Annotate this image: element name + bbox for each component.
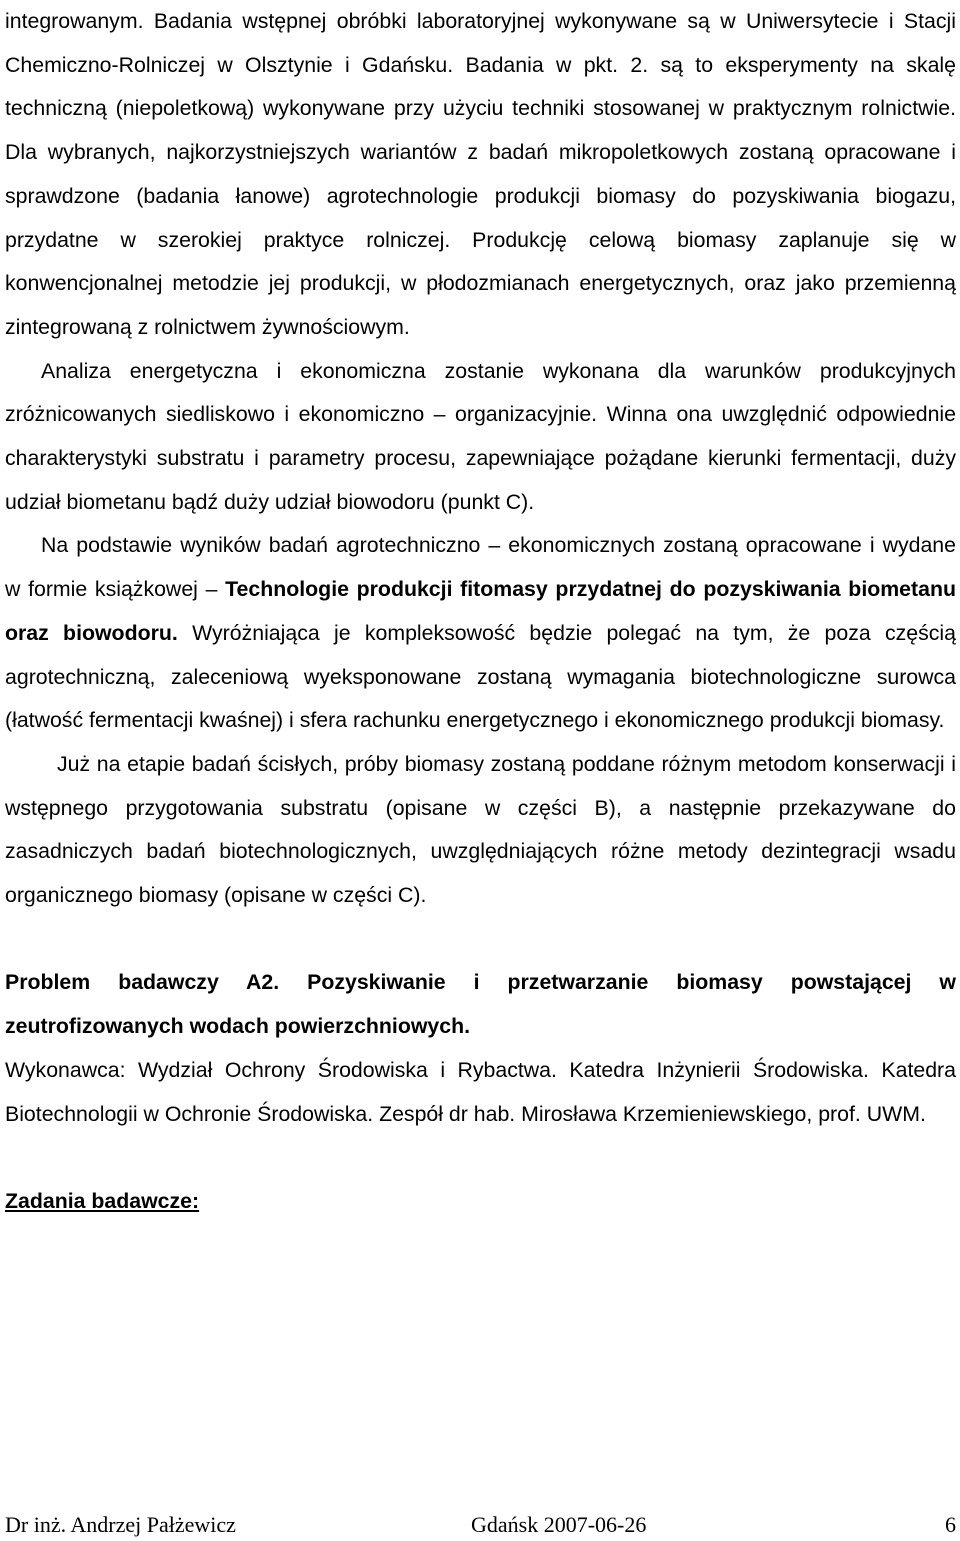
document-page [5,0,956,1224]
page-footer [5,1510,956,1540]
footer-page-number: 6 [945,1512,956,1537]
problem-heading: Problem badawczy A2. Pozyskiwanie i przetwarzanie biomasy powstającej w zeutrofizowanych wodach powierzchniowych. [5,970,956,1039]
spacer [5,918,956,962]
paragraph-technology-start: Na podstawie wyników badań agrotechniczno – ekonomicznych zostaną opracowane i wydane w formie książkowej – [5,533,956,602]
paragraph-research-description: integrowanym. Badania wstępnej obróbki laboratoryjnej wykonywane są w Uniwersytecie i Stacji Chemiczno-Rolniczej w Olsztynie i Gdańsku. Badania w pkt. 2. są to eksperymenty na skalę techniczną (niepoletkową) wykonywane przy użyciu techniki stosowanej w praktycznym rolnictwie. Dla wybranych, najkorzystniejszych wariantów z badań mikropoletkowych zostaną opracowane i sprawdzone (badania łanowe) agrotechnologie produkcji biomasy do pozyskiwania biogazu, przydatne w szerokiej praktyce rolniczej. Produkcję celową biomasy zaplanuje się w konwencjonalnej metodzie jej produkcji, w płodozmianach energetycznych, oraz jako przemienną zintegrowaną z rolnictwem żywnościowym. [5,9,956,339]
technology-title: Technologie produkcji fitomasy przydatnej do pozyskiwania biometanu oraz biowodoru. [5,577,956,645]
spacer [5,1136,956,1180]
paragraph-technology-end: Wyróżniająca je kompleksowość będzie polegać na tym, że poza częścią agrotechniczną, zaleceniową wyeksponowane zostaną wymagania biotechnologiczne surowca (łatwość fermentacji kwaśnej) i sfera rachunku energetycznego i ekonomicznego produkcji biomasy. [5,620,957,733]
paragraph-technology-publication [5,524,956,743]
footer-author: Dr inż. Andrzej Pałżewicz [5,1512,236,1537]
tasks-heading: Zadania badawcze: [5,1188,200,1213]
footer-place-date: Gdańsk 2007-06-26 [471,1512,647,1537]
paragraph-conservation-methods: Już na etapie badań ścisłych, próby biomasy zostaną poddane różnym metodom konserwacji i wstępnego przygotowania substratu (opisane w części B), a następnie przekazywane do zasadniczych badań biotechnologicznych, uwzględniających różne metody dezintegracji wsadu organicznego biomasy (opisane w części C). [5,751,956,908]
executor-paragraph: Wykonawca: Wydział Ochrony Środowiska i Rybactwa. Katedra Inżynierii Środowiska. Katedra Biotechnologii w Ochronie Środowiska. Zespół dr hab. Mirosława Krzemieniewskiego, prof. UWM. [5,1057,956,1126]
paragraph-energy-analysis: Analiza energetyczna i ekonomiczna zostanie wykonana dla warunków produkcyjnych zróżnicowanych siedliskowo i ekonomiczno – organizacyjnie. Winna ona uwzględnić odpowiednie charakterystyki substratu i parametry procesu, zapewniające pożądane kierunki fermentacji, duży udział biometanu bądź duży udział biowodoru (punkt C). [5,358,956,514]
